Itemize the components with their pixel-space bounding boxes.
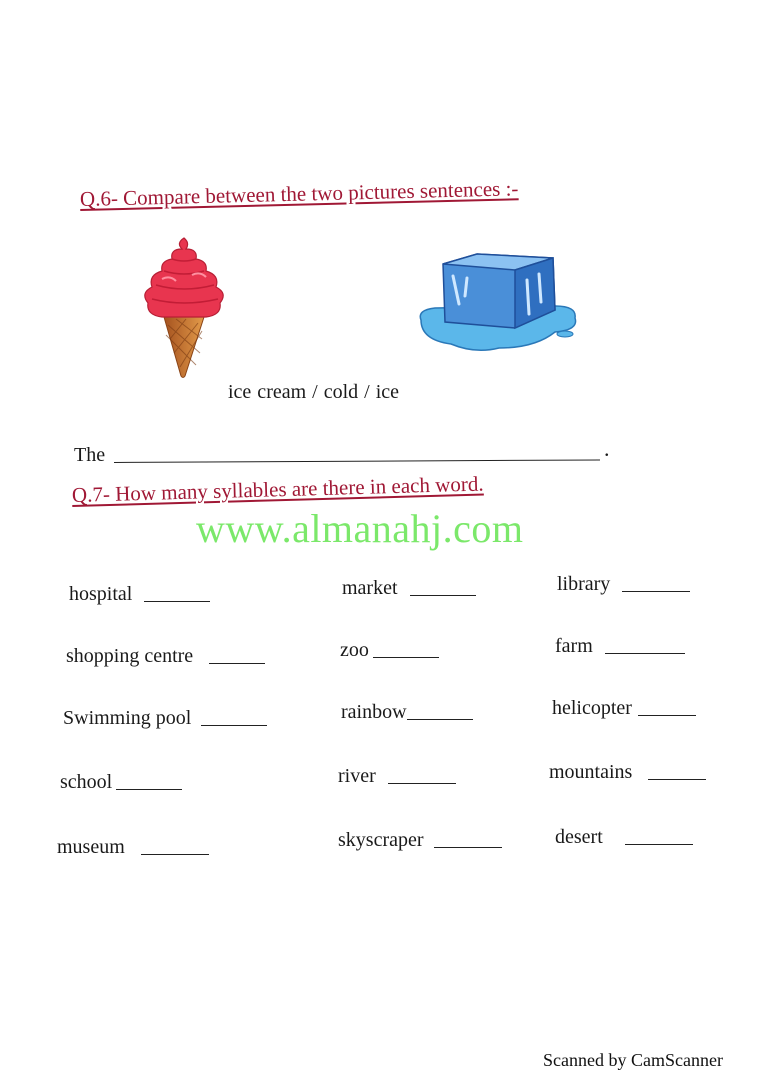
- word-label: zoo: [340, 639, 369, 661]
- word-label: farm: [555, 635, 593, 657]
- word-item: [552, 697, 696, 720]
- word-label: museum: [57, 836, 125, 858]
- answer-blank[interactable]: [388, 782, 456, 784]
- sentence-end: .: [604, 436, 610, 461]
- word-label: rainbow: [341, 701, 407, 723]
- word-item: [66, 645, 265, 668]
- scanner-footer: Scanned by CamScanner: [543, 1050, 723, 1070]
- word-label: library: [557, 573, 611, 595]
- word-label: river: [338, 765, 376, 787]
- word-item: [63, 707, 267, 730]
- word-label: school: [60, 771, 113, 793]
- answer-blank[interactable]: [622, 590, 690, 592]
- ice-cream-icon: [136, 235, 232, 380]
- word-item: [69, 583, 210, 606]
- word-item: [549, 761, 706, 784]
- ice-cube-icon: [415, 244, 580, 356]
- answer-blank[interactable]: [209, 662, 265, 664]
- word-label: skyscraper: [338, 829, 424, 851]
- answer-blank[interactable]: [141, 853, 209, 855]
- answer-blank[interactable]: [648, 778, 706, 780]
- word-item: [557, 573, 690, 596]
- answer-blank[interactable]: [605, 652, 685, 654]
- answer-blank[interactable]: [625, 843, 693, 845]
- word-options: ice cream / cold / ice: [228, 381, 400, 403]
- word-label: hospital: [69, 583, 133, 605]
- answer-blank[interactable]: [410, 594, 476, 596]
- word-label: helicopter: [552, 697, 632, 719]
- answer-blank[interactable]: [373, 656, 439, 658]
- q6-title: Q.6- Compare between the two pictures sentences :-: [79, 176, 519, 211]
- answer-blank[interactable]: [407, 718, 473, 720]
- word-item: [338, 765, 456, 788]
- word-label: Swimming pool: [63, 707, 192, 729]
- word-item: [340, 639, 439, 662]
- word-item: [338, 829, 502, 852]
- answer-blank[interactable]: [201, 724, 267, 726]
- word-item: [555, 826, 693, 849]
- answer-blank[interactable]: [434, 846, 502, 848]
- word-item: [342, 577, 476, 600]
- sentence-start: The: [74, 444, 106, 466]
- q7-title: Q.7- How many syllables are there in each word.: [71, 471, 484, 507]
- word-label: shopping centre: [66, 645, 194, 667]
- watermark: www.almanahj.com: [196, 506, 524, 551]
- word-label: mountains: [549, 761, 633, 783]
- word-label: desert: [555, 826, 603, 848]
- word-item: [555, 635, 685, 658]
- answer-blank[interactable]: [144, 600, 210, 602]
- sentence-answer-line[interactable]: [114, 459, 600, 463]
- word-item: [341, 701, 473, 724]
- word-label: market: [342, 577, 398, 599]
- word-item: [60, 771, 182, 794]
- answer-blank[interactable]: [116, 788, 182, 790]
- answer-blank[interactable]: [638, 714, 696, 716]
- word-item: [57, 836, 209, 859]
